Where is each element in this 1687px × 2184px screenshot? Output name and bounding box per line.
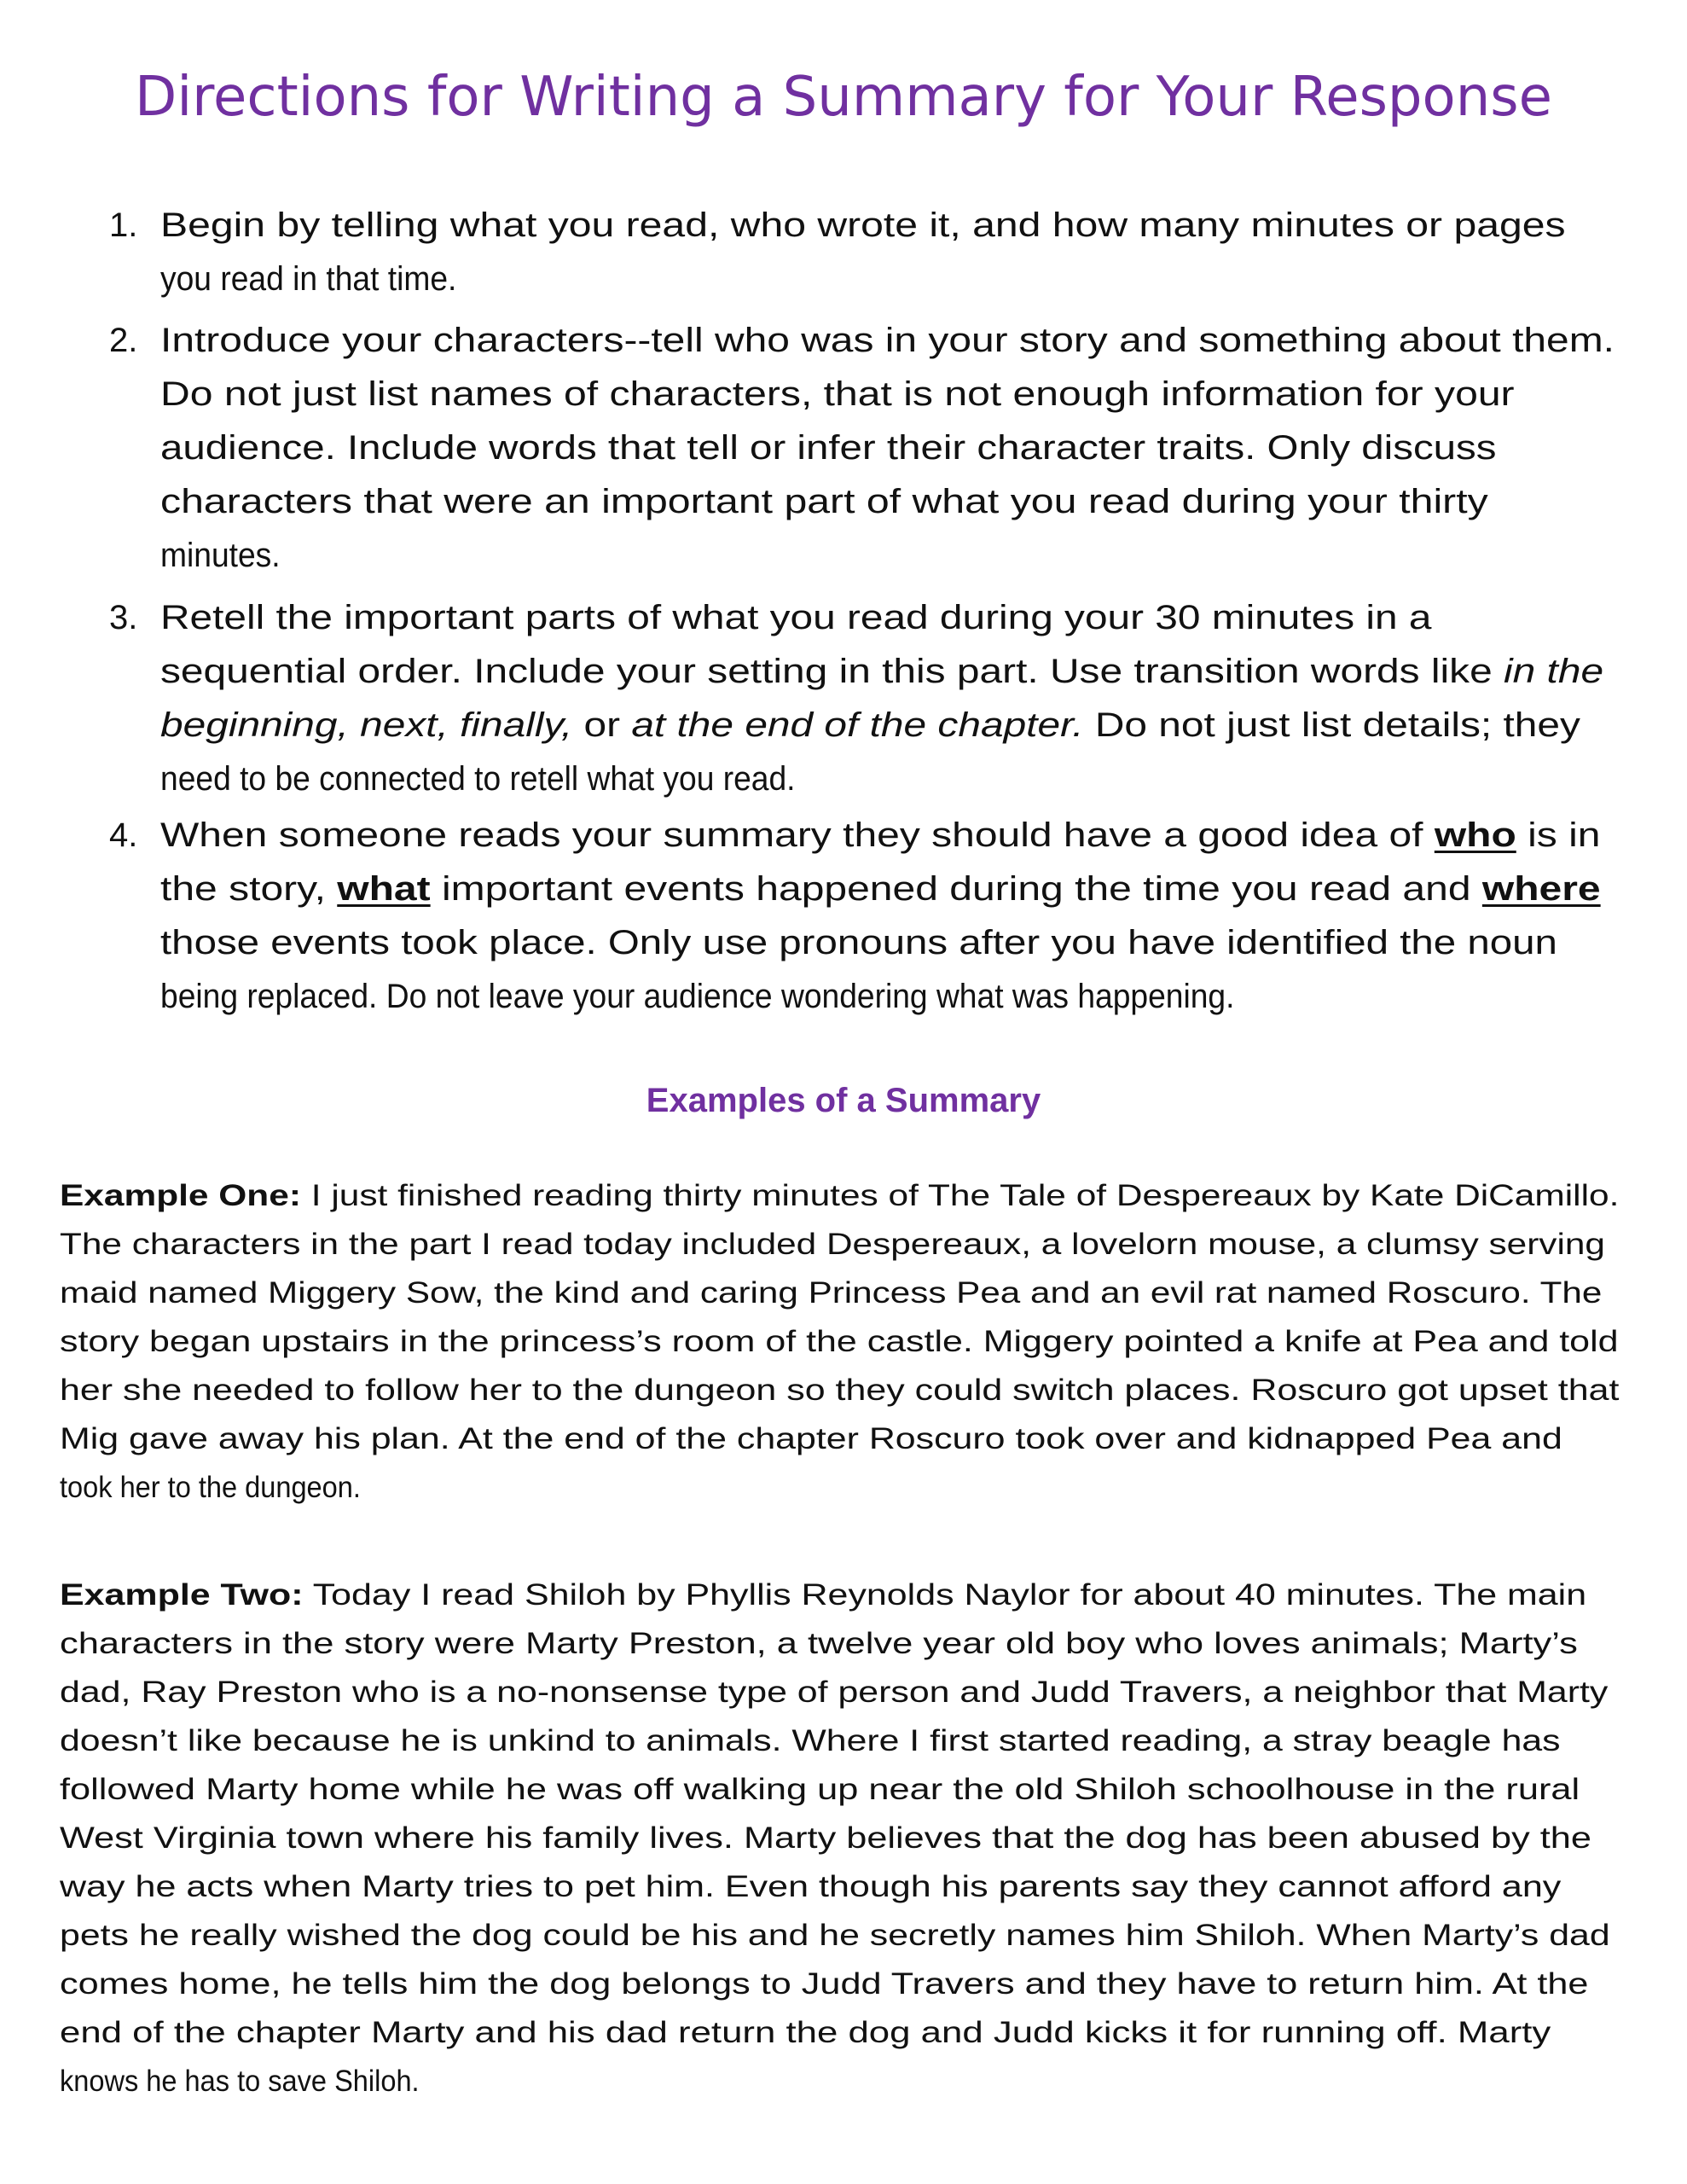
direction-line (160, 651, 1603, 692)
text-run: is in (1516, 816, 1601, 854)
example-line (60, 1420, 1562, 1458)
example-line (60, 1469, 361, 1507)
example-label: Example Two: (60, 1578, 304, 1612)
text-run: important events happened during the time you read and (430, 870, 1482, 908)
text-run: dad, Ray Preston who is a no-nonsense type of person and Judd Travers, a neighbor that Marty (60, 1676, 1609, 1709)
example-line (60, 1868, 1561, 1906)
text-run: those events took place. Only use pronouns after you have identified the noun (160, 924, 1557, 961)
example-label: Example One: (60, 1179, 301, 1212)
direction-line (160, 868, 1601, 909)
text-run: took her to the dungeon. (60, 1471, 361, 1504)
direction-line (160, 258, 456, 299)
text-run: The characters in the part I read today included Despereaux, a lovelorn mouse, a clumsy serving (60, 1228, 1605, 1261)
direction-line (160, 320, 1615, 361)
text-run: comes home, he tells him the dog belongs to Judd Travers and they have to return him. At the (60, 1967, 1589, 2001)
example-line (60, 1771, 1580, 1809)
example-line (60, 1226, 1605, 1263)
text-run: her she needed to follow her to the dungeon so they could switch places. Roscuro got upset that (60, 1374, 1620, 1407)
text-run: Today I read Shiloh by Phyllis Reynolds Naylor for about 40 minutes. The main (303, 1578, 1587, 1612)
text-run: knows he has to save Shiloh. (60, 2065, 420, 2098)
text-run: minutes. (160, 537, 281, 574)
emphasis-word: what (337, 870, 431, 908)
examples-heading: Examples of a Summary (646, 1082, 1041, 1119)
text-run: Do not just list names of characters, that is not enough information for your (160, 375, 1515, 413)
list-number: 4. (109, 816, 138, 854)
emphasis-word: who (1434, 816, 1516, 854)
text-run: doesn’t like because he is unkind to animals. Where I first started reading, a stray beagle has (60, 1724, 1561, 1757)
example-line (60, 1275, 1602, 1312)
example-line (60, 1966, 1588, 2003)
text-run: Retell the important parts of what you read during your 30 minutes in a (160, 599, 1432, 636)
direction-line (160, 597, 1431, 638)
direction-line (160, 481, 1488, 522)
list-number: 2. (109, 322, 138, 359)
text-run: need to be connected to retell what you read. (160, 760, 796, 798)
example-line (60, 1577, 1586, 1614)
example-line (60, 1674, 1608, 1711)
example-line (60, 2014, 1551, 2052)
example-line (60, 1820, 1591, 1857)
example-line (60, 1323, 1618, 1361)
text-run: you read in that time. (160, 260, 457, 298)
example-line (60, 1372, 1619, 1409)
text-run: maid named Miggery Sow, the kind and caring Princess Pea and an evil rat named Roscuro. The (60, 1276, 1603, 1310)
text-run: beginning, next, finally, (160, 706, 573, 744)
direction-line (160, 815, 1600, 856)
text-run: characters in the story were Marty Preston, a twelve year old boy who loves animals; Marty’s (60, 1627, 1578, 1660)
text-run: When someone reads your summary they should have a good idea of (160, 816, 1435, 854)
direction-line (160, 922, 1557, 963)
page-title (0, 61, 1687, 133)
text-run: Begin by telling what you read, who wrote it, and how many minutes or pages (160, 206, 1566, 244)
example-line (60, 2063, 420, 2100)
page-title-text: Directions for Writing a Summary for Your Response (135, 66, 1552, 129)
direction-line (160, 374, 1515, 415)
text-run: Introduce your characters--tell who was in your story and something about them. (160, 322, 1615, 359)
list-number: 3. (109, 599, 138, 636)
direction-line (160, 427, 1497, 468)
text-run: sequential order. Include your setting in this part. Use transition words like (160, 653, 1504, 690)
text-run: or (572, 706, 632, 744)
text-run: I just finished reading thirty minutes of The Tale of Despereaux by Kate DiCamillo. (300, 1179, 1620, 1212)
text-run: Mig gave away his plan. At the end of the chapter Roscuro took over and kidnapped Pea and (60, 1422, 1562, 1455)
text-run: audience. Include words that tell or infer their character traits. Only discuss (160, 429, 1497, 467)
direction-line (160, 205, 1566, 246)
direction-line (160, 976, 1234, 1017)
text-run: the story, (160, 870, 338, 908)
example-line (60, 1917, 1610, 1955)
text-run: characters that were an important part of what you read during your thirty (160, 483, 1488, 520)
text-run: pets he really wished the dog could be his and he secretly names him Shiloh. When Marty’s dad (60, 1919, 1610, 1952)
text-run: in the (1504, 653, 1604, 690)
example-line (60, 1625, 1578, 1663)
direction-line (160, 535, 281, 576)
example-line (60, 1177, 1619, 1215)
text-run: West Virginia town where his family lives. Marty believes that the dog has been abused by the (60, 1821, 1591, 1855)
text-run: being replaced. Do not leave your audience wondering what was happening. (160, 978, 1235, 1015)
list-number: 1. (109, 206, 138, 244)
text-run: Do not just list details; they (1083, 706, 1580, 744)
text-run: at the end of the chapter. (631, 706, 1084, 744)
emphasis-word: where (1481, 870, 1601, 908)
text-run: end of the chapter Marty and his dad return the dog and Judd kicks it for running off. Marty (60, 2016, 1551, 2049)
text-run: way he acts when Marty tries to pet him. Even though his parents say they cannot afford any (60, 1870, 1562, 1903)
direction-line (160, 705, 1580, 746)
text-run: story began upstairs in the princess’s room of the castle. Miggery pointed a knife at Pea and told (60, 1325, 1619, 1358)
direction-line (160, 758, 796, 799)
example-line (60, 1722, 1561, 1760)
text-run: followed Marty home while he was off walking up near the old Shiloh schoolhouse in the rural (60, 1773, 1580, 1806)
